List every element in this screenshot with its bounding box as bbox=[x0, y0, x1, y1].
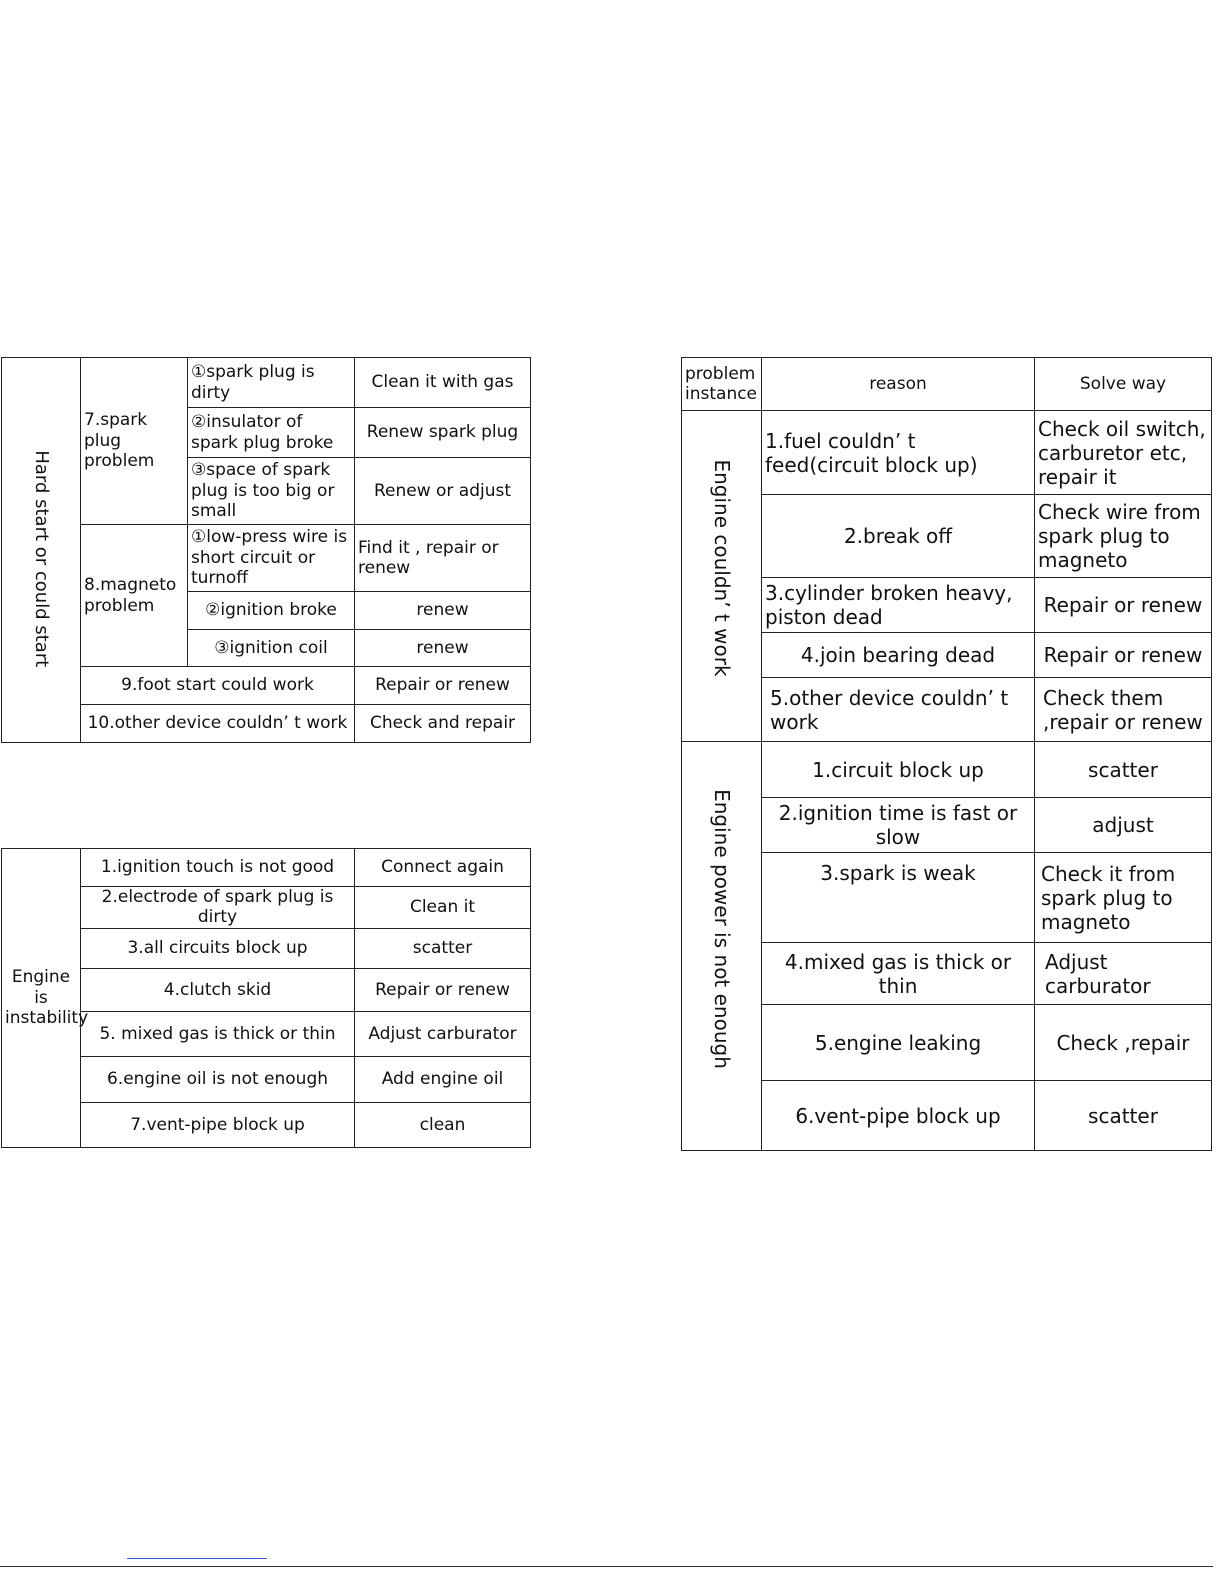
other-device-solution: Check and repair bbox=[355, 705, 531, 743]
magneto-3-solution: renew bbox=[355, 630, 531, 667]
couldnt-work-row-5-reason: 5.other device couldn’ t work bbox=[762, 678, 1035, 742]
spark-2-reason: ②insulator of spark plug broke bbox=[188, 408, 355, 458]
instability-row-4-reason: 4.clutch skid bbox=[81, 968, 355, 1011]
magneto-group: 8.magneto problem bbox=[81, 525, 188, 667]
couldnt-work-row-3-reason: 3.cylinder broken heavy, piston dead bbox=[762, 578, 1035, 633]
couldnt-work-row-2-reason: 2.break off bbox=[762, 495, 1035, 578]
instability-row-3-solution: scatter bbox=[355, 928, 531, 968]
power-row-5-solution: Check ,repair bbox=[1035, 1005, 1212, 1081]
instability-row-6-reason: 6.engine oil is not enough bbox=[81, 1056, 355, 1102]
page-bottom-rule bbox=[0, 1566, 1213, 1567]
hard-start-category-label: Hard start or could start bbox=[30, 450, 52, 668]
instability-row-5-reason: 5. mixed gas is thick or thin bbox=[81, 1011, 355, 1056]
couldnt-work-row-1-reason: 1.fuel couldn’ t feed(circuit block up) bbox=[762, 411, 1035, 495]
other-device-reason: 10.other device couldn’ t work bbox=[81, 705, 355, 743]
spark-1-reason: ①spark plug is dirty bbox=[188, 358, 355, 408]
magneto-1-solution: Find it , repair or renew bbox=[355, 525, 531, 592]
power-category-label: Engine power is not enough bbox=[709, 789, 734, 1069]
couldnt-work-row-1-solution: Check oil switch, carburetor etc, repair it bbox=[1035, 411, 1212, 495]
hard-start-table bbox=[1, 357, 531, 743]
instability-row-1-solution: Connect again bbox=[355, 849, 531, 887]
instability-row-1-reason: 1.ignition touch is not good bbox=[81, 849, 355, 887]
spark-3-reason: ③space of spark plug is too big or small bbox=[188, 458, 355, 525]
couldnt-work-row-3-solution: Repair or renew bbox=[1035, 578, 1212, 633]
header-solution: Solve way bbox=[1035, 358, 1212, 411]
magneto-1-reason: ①low-press wire is short circuit or turnoff bbox=[188, 525, 355, 592]
couldnt-work-row-2-solution: Check wire from spark plug to magneto bbox=[1035, 495, 1212, 578]
instability-row-4-solution: Repair or renew bbox=[355, 968, 531, 1011]
power-row-6-reason: 6.vent-pipe block up bbox=[762, 1081, 1035, 1151]
couldnt-work-category-label: Engine couldn’ t work bbox=[709, 459, 734, 677]
power-row-6-solution: scatter bbox=[1035, 1081, 1212, 1151]
power-row-3-reason: 3.spark is weak bbox=[762, 853, 1035, 943]
couldnt-work-row-4-solution: Repair or renew bbox=[1035, 633, 1212, 678]
instability-row-7-solution: clean bbox=[355, 1102, 531, 1147]
header-problem: problem instance bbox=[682, 358, 762, 411]
foot-start-solution: Repair or renew bbox=[355, 667, 531, 705]
instability-row-7-reason: 7.vent-pipe block up bbox=[81, 1102, 355, 1147]
power-row-2-reason: 2.ignition time is fast or slow bbox=[762, 798, 1035, 853]
instability-row-2-solution: Clean it bbox=[355, 887, 531, 929]
instability-row-3-reason: 3.all circuits block up bbox=[81, 928, 355, 968]
foot-start-reason: 9.foot start could work bbox=[81, 667, 355, 705]
couldnt-work-row-4-reason: 4.join bearing dead bbox=[762, 633, 1035, 678]
spark-3-solution: Renew or adjust bbox=[355, 458, 531, 525]
right-table bbox=[681, 357, 1212, 1151]
blue-underline bbox=[127, 1558, 267, 1559]
couldnt-work-category-cell bbox=[682, 411, 762, 742]
power-row-1-reason: 1.circuit block up bbox=[762, 742, 1035, 798]
instability-row-2-reason: 2.electrode of spark plug is dirty bbox=[81, 887, 355, 929]
header-reason: reason bbox=[762, 358, 1035, 411]
power-row-1-solution: scatter bbox=[1035, 742, 1212, 798]
instability-row-5-solution: Adjust carburator bbox=[355, 1011, 531, 1056]
spark-2-solution: Renew spark plug bbox=[355, 408, 531, 458]
spark-1-solution: Clean it with gas bbox=[355, 358, 531, 408]
spark-plug-group: 7.spark plug problem bbox=[81, 358, 188, 525]
magneto-2-reason: ②ignition broke bbox=[188, 592, 355, 630]
hard-start-category-cell bbox=[2, 358, 81, 743]
power-row-3-solution: Check it from spark plug to magneto bbox=[1035, 853, 1212, 943]
instability-category: Engine is instability bbox=[2, 849, 81, 1148]
magneto-2-solution: renew bbox=[355, 592, 531, 630]
power-row-2-solution: adjust bbox=[1035, 798, 1212, 853]
couldnt-work-row-5-solution: Check them ,repair or renew bbox=[1035, 678, 1212, 742]
power-row-5-reason: 5.engine leaking bbox=[762, 1005, 1035, 1081]
power-category-cell bbox=[682, 742, 762, 1151]
instability-table bbox=[1, 848, 531, 1148]
power-row-4-reason: 4.mixed gas is thick or thin bbox=[762, 943, 1035, 1005]
power-row-4-solution: Adjust carburator bbox=[1035, 943, 1212, 1005]
instability-row-6-solution: Add engine oil bbox=[355, 1056, 531, 1102]
magneto-3-reason: ③ignition coil bbox=[188, 630, 355, 667]
